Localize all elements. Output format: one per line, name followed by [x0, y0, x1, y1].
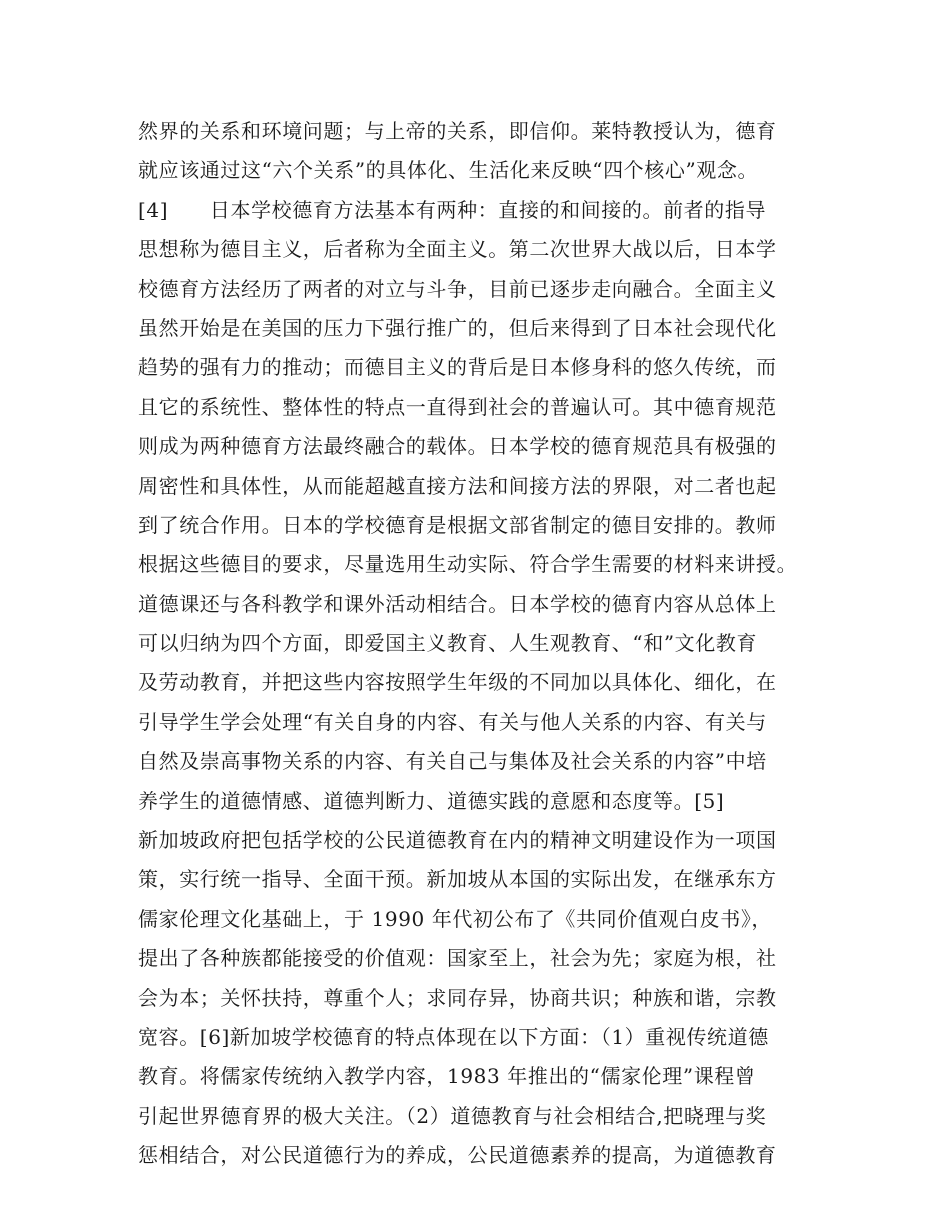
- text-line: 儒家伦理文化基础上，于 1990 年代初公布了《共同价值观白皮书》，: [138, 906, 773, 931]
- text-line: 道德课还与各科教学和课外活动相结合。日本学校的德育内容从总体上: [138, 591, 777, 616]
- text-line: 自然及崇高事物关系的内容、有关自己与集体及社会关系的内容”中培: [138, 749, 767, 774]
- text-line: 根据这些德目的要求，尽量选用生动实际、符合学生需要的材料来讲授。: [138, 552, 798, 577]
- text-line: 且它的系统性、整体性的特点一直得到社会的普遍认可。其中德育规范: [138, 394, 777, 419]
- text-line: 惩相结合，对公民道德行为的养成，公民道德素养的提高，为道德教育: [138, 1143, 777, 1168]
- text-line: 养学生的道德情感、道德判断力、道德实践的意愿和态度等。[5]: [138, 788, 725, 813]
- text-line: 则成为两种德育方法最终融合的载体。日本学校的德育规范具有极强的: [138, 434, 777, 459]
- body-text: [138, 112, 828, 1176]
- text-line: 引导学生学会处理“有关自身的内容、有关与他人关系的内容、有关与: [138, 709, 767, 734]
- text-line: 虽然开始是在美国的压力下强行推广的，但后来得到了日本社会现代化: [138, 315, 777, 340]
- text-line: 就应该通过这“六个关系”的具体化、生活化来反映“四个核心”观念。: [138, 158, 759, 183]
- text-line: 校德育方法经历了两者的对立与斗争，目前已逐步走向融合。全面主义: [138, 276, 777, 301]
- text-line: 趋势的强有力的推动；而德目主义的背后是日本修身科的悠久传统，而: [138, 355, 777, 380]
- text-line: 会为本；关怀扶持，尊重个人；求同存异，协商共识；种族和谐，宗教: [138, 985, 777, 1010]
- text-line: 提出了各种族都能接受的价值观：国家至上，社会为先；家庭为根，社: [138, 946, 777, 971]
- text-line: 新加坡政府把包括学校的公民道德教育在内的精神文明建设作为一项国: [138, 828, 777, 853]
- text-line: 引起世界德育界的极大关注。（2）道德教育与社会相结合,把晓理与奖: [138, 1103, 767, 1128]
- text-line: 可以归纳为四个方面，即爱国主义教育、人生观教育、“和”文化教育: [138, 631, 758, 656]
- text-line: 宽容。[6]新加坡学校德育的特点体现在以下方面：（1）重视传统道德: [138, 1024, 769, 1049]
- text-line: 到了统合作用。日本的学校德育是根据文部省制定的德目安排的。教师: [138, 512, 777, 537]
- text-line: 教育。将儒家传统纳入教学内容，1983 年推出的“儒家伦理”课程曾: [138, 1064, 756, 1089]
- text-line: 然界的关系和环境问题；与上帝的关系，即信仰。莱特教授认为，德育: [138, 119, 777, 143]
- text-line: 策，实行统一指导、全面干预。新加坡从本国的实际出发，在继承东方: [138, 867, 777, 892]
- text-line: [4] 日本学校德育方法基本有两种：直接的和间接的。前者的指导: [138, 197, 767, 222]
- text-line: 周密性和具体性，从而能超越直接方法和间接方法的界限，对二者也起: [138, 473, 777, 498]
- text-line: 及劳动教育，并把这些内容按照学生年级的不同加以具体化、细化，在: [138, 670, 777, 695]
- text-line: 思想称为德目主义，后者称为全面主义。第二次世界大战以后，日本学: [138, 237, 777, 262]
